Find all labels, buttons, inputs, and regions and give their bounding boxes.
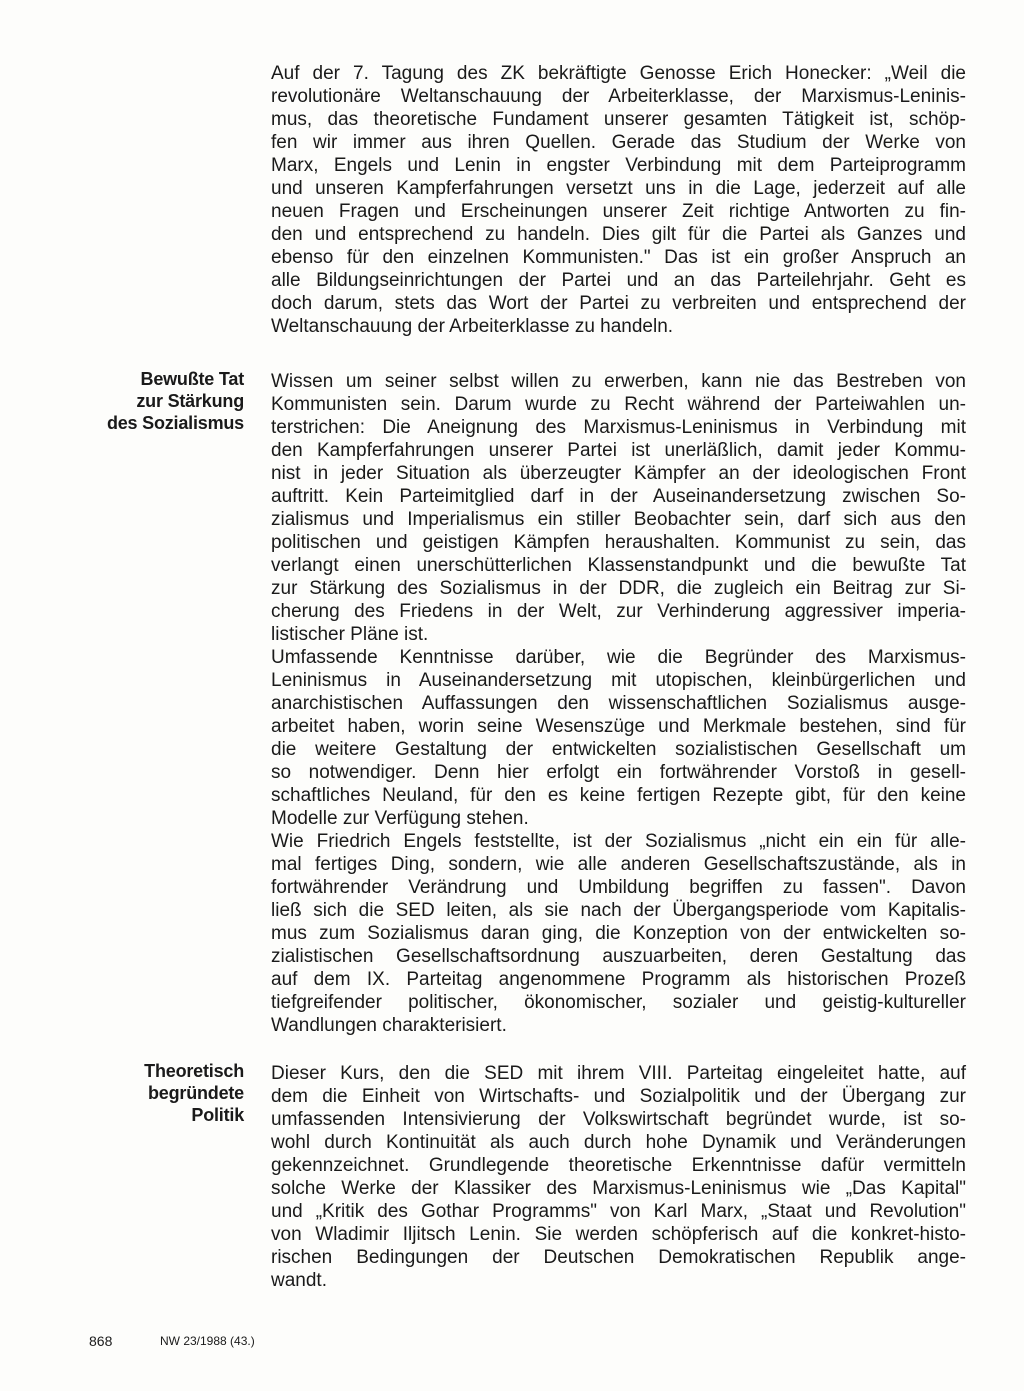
text-line: Weltanschauung der Arbeiterklasse zu handeln. xyxy=(271,316,674,337)
text-line: cherung des Friedens in der Welt, zur Verhinderung aggressiver imperia- xyxy=(271,601,966,622)
text-line: die weitere Gestaltung der entwickelten sozialistischen Gesellschaft um xyxy=(271,739,966,760)
text-line: Marx, Engels und Lenin in engster Verbindung mit dem Parteiprogramm xyxy=(271,155,966,176)
text-line: auftritt. Kein Parteimitglied darf in der Auseinandersetzung zwischen So- xyxy=(271,486,966,507)
text-line: alle Bildungseinrichtungen der Partei und an das Parteilehrjahr. Geht es xyxy=(271,270,966,291)
text-line: rischen Bedingungen der Deutschen Demokratischen Republik ange- xyxy=(271,1247,966,1268)
text-line: Wissen um seiner selbst willen zu erwerben, kann nie das Bestreben von xyxy=(271,371,966,392)
text-line: Kommunisten sein. Darum wurde zu Recht während der Parteiwahlen un- xyxy=(271,394,966,415)
text-line: mal fertiges Ding, sondern, wie alle anderen Gesellschaftszustände, als in xyxy=(271,854,966,875)
text-line: mus, das theoretische Fundament unserer gesamten Tätigkeit ist, schöp- xyxy=(271,109,966,130)
text-line: doch darum, stets das Wort der Partei zu verbreiten und entsprechend der xyxy=(271,293,966,314)
margin-note-bewusste-tat xyxy=(107,368,244,434)
text-line: tiefgreifender politischer, ökonomischer, sozialer und geistig-kultureller xyxy=(271,992,966,1013)
text-line: verlangt einen unerschütterlichen Klassenstandpunkt und die bewußte Tat xyxy=(271,555,966,576)
text-line: Modelle zur Verfügung stehen. xyxy=(271,808,529,829)
margin-note-line: Bewußte Tat xyxy=(140,369,244,389)
page-number: 868 xyxy=(89,1333,113,1349)
text-line: nist in jeder Situation als überzeugter Kämpfer an der ideologischen Front xyxy=(271,463,966,484)
text-line: listischer Pläne ist. xyxy=(271,624,429,645)
text-line: solche Werke der Klassiker des Marxismus-Leninismus wie „Das Kapital" xyxy=(271,1178,966,1199)
margin-note-line: Politik xyxy=(191,1105,244,1125)
text-line: zialismus und Imperialismus ein stiller Beobachter sein, darf sich aus den xyxy=(271,509,966,530)
text-line: anarchistischen Auffassungen den wissenschaftlichen Sozialismus ausge- xyxy=(271,693,966,714)
text-line: wandt. xyxy=(271,1270,327,1291)
text-line: den Kampferfahrungen unserer Partei ist unerläßlich, damit jeder Kommu- xyxy=(271,440,966,461)
text-line: umfassenden Intensivierung der Volkswirtschaft begründet wurde, ist so- xyxy=(271,1109,966,1130)
text-line: so notwendiger. Denn hier erfolgt ein fortwährender Vorstoß in gesell- xyxy=(271,762,966,783)
text-line: fen wir immer aus ihren Quellen. Gerade das Studium der Werke von xyxy=(271,132,966,153)
text-line: Leninismus in Auseinandersetzung mit utopischen, kleinbürgerlichen und xyxy=(271,670,966,691)
text-line: gekennzeichnet. Grundlegende theoretische Erkenntnisse dafür vermitteln xyxy=(271,1155,966,1176)
text-line: Wandlungen charakterisiert. xyxy=(271,1015,507,1036)
margin-note-line: zur Stärkung xyxy=(136,391,244,411)
text-line: Auf der 7. Tagung des ZK bekräftigte Genosse Erich Honecker: „Weil die xyxy=(271,63,966,84)
text-line: terstrichen: Die Aneignung des Marxismus-Leninismus in Verbindung mit xyxy=(271,417,966,438)
text-line: Wie Friedrich Engels feststellte, ist der Sozialismus „nicht ein ein für alle- xyxy=(271,831,966,852)
text-line: den und entsprechend zu handeln. Dies gilt für die Partei als Ganzes und xyxy=(271,224,966,245)
text-line: ließ sich die SED leiten, als sie nach der Übergangsperiode vom Kapitalis- xyxy=(271,900,966,921)
text-line: ebenso für den einzelnen Kommunisten." Das ist ein großer Anspruch an xyxy=(271,247,966,268)
text-line: politischen und geistigen Kämpfen heraushalten. Kommunist zu sein, das xyxy=(271,532,966,553)
text-line: dem die Einheit von Wirtschafts- und Sozialpolitik und der Übergang zur xyxy=(271,1086,966,1107)
text-line: Dieser Kurs, den die SED mit ihrem VIII. Parteitag eingeleitet hatte, auf xyxy=(271,1063,966,1084)
text-line: und „Kritik des Gothar Programms" von Karl Marx, „Staat und Revolution" xyxy=(271,1201,966,1222)
text-line: zur Stärkung des Sozialismus in der DDR, die zugleich ein Beitrag zur Si- xyxy=(271,578,966,599)
text-line: mus zum Sozialismus daran ging, die Konzeption von der entwickelten so- xyxy=(271,923,966,944)
text-line: und unseren Kampferfahrungen versetzt uns in die Lage, jederzeit auf alle xyxy=(271,178,966,199)
margin-note-line: begründete xyxy=(147,1083,244,1103)
text-line: neuen Fragen und Erscheinungen unserer Zeit richtige Antworten zu fin- xyxy=(271,201,966,222)
margin-note-line: Theoretisch xyxy=(144,1061,244,1081)
text-line: zialistischen Gesellschaftsordnung auszuarbeiten, deren Gestaltung das xyxy=(271,946,966,967)
text-line: von Wladimir Iljitsch Lenin. Sie werden schöpferisch auf die konkret-histo- xyxy=(271,1224,966,1245)
text-line: wohl durch Kontinuität als auch durch hohe Dynamik und Veränderungen xyxy=(271,1132,966,1153)
text-line: revolutionäre Weltanschauung der Arbeiterklasse, der Marxismus-Leninis- xyxy=(271,86,966,107)
text-line: schaftliches Neuland, für den es keine fertigen Rezepte gibt, für den keine xyxy=(271,785,966,806)
margin-note-theoretisch xyxy=(144,1060,244,1126)
margin-note-line: des Sozialismus xyxy=(106,413,244,433)
text-line: arbeitet haben, worin seine Wesenszüge und Merkmale bestehen, sind für xyxy=(271,716,966,737)
text-line: Umfassende Kenntnisse darüber, wie die Begründer des Marxismus- xyxy=(271,647,966,668)
text-line: fortwährender Verändrung und Umbildung begriffen zu fassen". Davon xyxy=(271,877,966,898)
issue-reference: NW 23/1988 (43.) xyxy=(160,1334,255,1348)
text-line: auf dem IX. Parteitag angenommene Programm als historischen Prozeß xyxy=(271,969,966,990)
